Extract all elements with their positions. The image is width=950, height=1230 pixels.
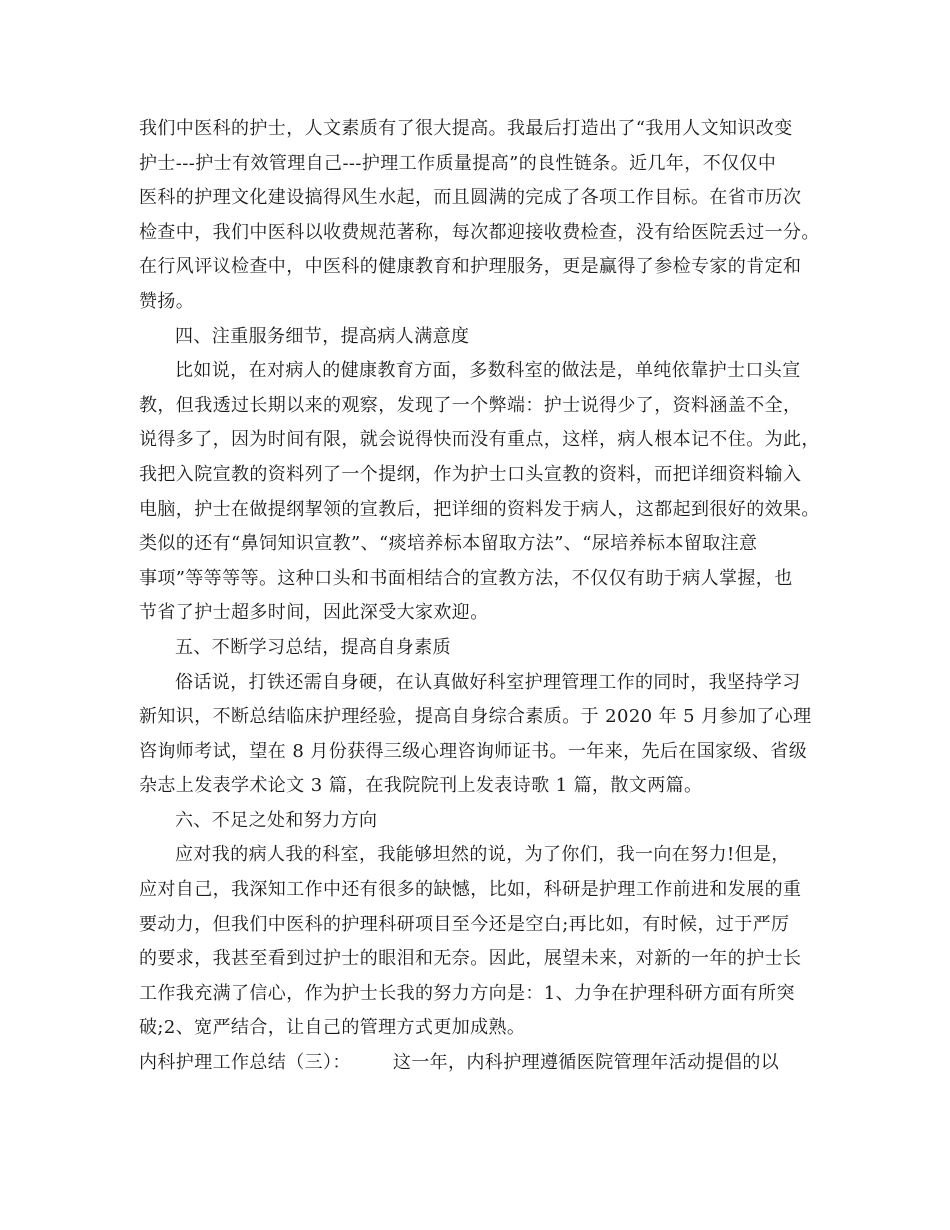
final-line [139,1046,839,1081]
section-heading: 五、不断学习总结，提高自身素质 [175,636,451,658]
body-line: 咨询师考试，望在 8 月份获得三级心理咨询师证书。一年来，先后在国家级、省级 [139,740,808,762]
section-heading: 六、不足之处和努力方向 [175,809,378,831]
body-line: 检查中，我们中医科以收费规范著称，每次都迎接收费检查，没有给医院丢过一分。 [139,221,820,243]
body-line: 应对我的病人我的科室，我能够坦然的说，为了你们，我一向在努力!但是， [175,844,790,866]
body-line: 要动力，但我们中医科的护理科研项目至今还是空白;再比如，有时候，过于严厉 [139,913,790,935]
body-line: 电脑，护士在做提纲挈领的宣教后，把详细的资料发于病人，这都起到很好的效果。 [139,498,820,520]
body-line: 破;2、宽严结合，让自己的管理方式更加成熟。 [139,1017,526,1039]
body-line: 事项”等等等等。这种口头和书面相结合的宣教方法，不仅仅有助于病人掌握，也 [139,567,793,589]
body-line: 类似的还有“鼻饲知识宣教”、“痰培养标本留取方法”、“尿培养标本留取注意 [139,533,758,555]
body-line: 新知识，不断总结临床护理经验，提高自身综合素质。于 2020 年 5 月参加了心理 [139,706,812,728]
summary-intro: 这一年，内科护理遵循医院管理年活动提倡的以 [392,1052,780,1074]
body-line: 我把入院宣教的资料列了一个提纲，作为护士口头宣教的资料，而把详细资料输入 [139,463,802,485]
body-line: 医科的护理文化建设搞得风生水起，而且圆满的完成了各项工作目标。在省市历次 [139,187,802,209]
body-line: 节省了护士超多时间，因此深受大家欢迎。 [139,602,489,624]
body-line: 说得多了，因为时间有限，就会说得快而没有重点，这样，病人根本记不住。为此， [139,429,820,451]
body-line: 俗话说，打铁还需自身硬，在认真做好科室护理管理工作的同时，我坚持学习 [175,671,801,693]
summary-heading: 内科护理工作总结（三）： [139,1052,351,1074]
body-line: 教，但我透过长期以来的观察，发现了一个弊端：护士说得少了，资料涵盖不全， [139,394,802,416]
body-line: 的要求，我甚至看到过护士的眼泪和无奈。因此，展望未来，对新的一年的护士长 [139,948,802,970]
body-line: 工作我充满了信心，作为护士长我的努力方向是：1、力争在护理科研方面有所突 [139,982,795,1004]
section-heading: 四、注重服务细节，提高病人满意度 [175,325,470,347]
body-line: 赞扬。 [139,290,195,312]
document-body [139,112,839,1081]
body-line: 我们中医科的护士，人文素质有了很大提高。我最后打造出了“我用人文知识改变 [139,118,793,139]
body-line: 杂志上发表学术论文 3 篇，在我院院刊上发表诗歌 1 篇，散文两篇。 [139,775,703,797]
body-line: 比如说，在对病人的健康教育方面，多数科室的做法是，单纯依靠护士口头宣 [175,360,801,382]
body-line: 应对自己，我深知工作中还有很多的缺憾，比如，科研是护理工作前进和发展的重 [139,879,802,901]
body-line: 在行风评议检查中，中医科的健康教育和护理服务，更是赢得了参检专家的肯定和 [139,256,802,278]
body-line: 护士---护士有效管理自己---护理工作质量提高”的良性链条。近几年，不仅仅中 [139,152,777,174]
